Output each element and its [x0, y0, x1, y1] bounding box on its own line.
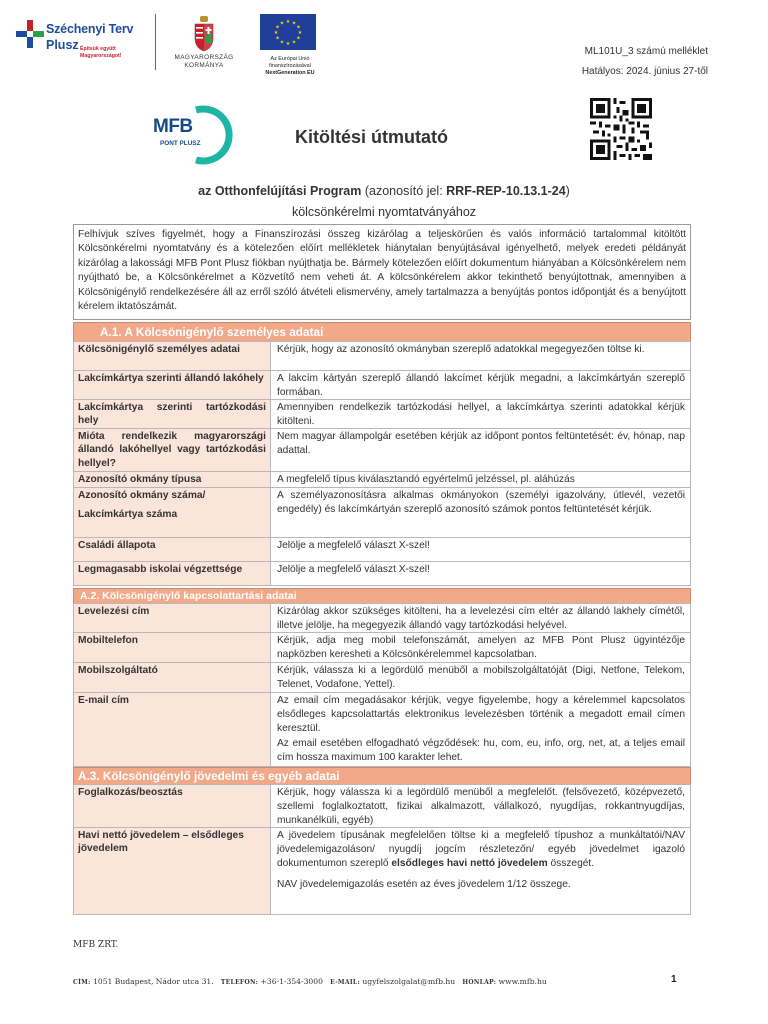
- table-row: [73, 633, 691, 663]
- eu-flag-icon: [260, 14, 316, 50]
- footer-email-link[interactable]: ugyfelszolgalat@mfb.hu: [362, 977, 456, 986]
- document-title: Kitöltési útmutató: [295, 127, 448, 147]
- eu-funding-logo: [258, 14, 320, 84]
- footer-label-email: E-MAIL:: [330, 979, 360, 986]
- gov-line2: KORMÁNYA: [184, 62, 224, 69]
- cross-logo-icon: [16, 20, 44, 48]
- row-label: Foglalkozás/beosztás: [74, 785, 271, 827]
- eu-line1: Az Európai Unió: [270, 56, 310, 62]
- row-text: Kérjük, hogy válassza ki a legördülő menüből a megfelelőt. (felsővezető, középvezető, szellemi foglalkoztatott, fizikai alkalmazott, vállalkozó, nyugdíjas, rokkantnyugdíjas, munkanélküli, egyéb): [277, 787, 685, 827]
- program-subtitle: kölcsönkérelmi nyomtatványához: [291, 205, 477, 219]
- qr-code-icon: [590, 98, 652, 160]
- gov-line1: MAGYARORSZÁG: [174, 54, 234, 61]
- mfb-arc-icon: [186, 104, 238, 166]
- row-text: A megfelelő típus kiválasztandó egyértelmű jelzéssel, pl. aláhúzás: [277, 474, 575, 485]
- svg-text:★: ★: [297, 30, 303, 36]
- annex-number: ML101U_3 számú melléklet: [584, 46, 708, 57]
- row-label: Mióta rendelkezik magyarországi állandó lakóhellyel vagy tartózkodási hellyel?: [74, 429, 271, 471]
- svg-text:★: ★: [273, 30, 279, 36]
- footer-phone: +36-1-354-3000: [260, 977, 323, 986]
- row-label-line1: Azonosító okmány száma/: [78, 490, 206, 501]
- svg-text:★: ★: [291, 20, 297, 27]
- eu-line3: NextGeneration EU: [265, 70, 315, 76]
- intro-notice: Felhívjuk szíves figyelmét, hogy a Finanszírozási összeg kizárólag a teljeskörűen és valós információ tartalommal kitöltött Kölcsönkérelmi nyomtatvány és a kötelezően előírt mellékletek hiánytalan benyújtásával igényelhető, melyek eredeti példányát kizárólag a lakossági MFB Pont Plusz fiókban nyújthatja be. Bármely kötelezően előírt dokumentum hiányában a Kölcsönkérelem nem nyújtható be, a Kölcsönkérelmet a Közvetítő nem veheti át. A kölcsönkérelem akkor tekinthető benyújtottnak, amennyiben a Kölcsönigénylő rendelkezésére áll az erről szóló átvételi elismervény, amely tartalmazza a benyújtás pontos időpontját és a benyújtott kérelem iktatószámát.: [73, 224, 691, 320]
- svg-text:★: ★: [291, 39, 297, 46]
- footer-address: 1051 Budapest, Nádor utca 31.: [93, 977, 214, 986]
- eu-line2: finanszírozásával: [269, 63, 311, 69]
- row-label: Lakcímkártya szerinti tartózkodási hely: [74, 400, 271, 428]
- row-label: Azonosító okmány típusa: [74, 472, 271, 487]
- row-text: Jelölje a megfelelő választ X-szel!: [277, 564, 430, 575]
- svg-text:★: ★: [285, 41, 291, 47]
- szt-tagline: Építsük együtt Magyarországot!: [80, 46, 122, 59]
- section-a1-header: A.1. A Kölcsönigénylő személyes adatai: [73, 322, 691, 341]
- row-text-p2: Az email esetében elfogadható végződések: hu, com, eu, info, org, net, at, a teljes email cím hossza maximum 100 karakter lehet.: [277, 737, 685, 763]
- program-id-suffix: ): [565, 184, 570, 198]
- hungarian-government-logo: [168, 14, 240, 84]
- table-row: [73, 341, 691, 371]
- row-text-p1: Az email cím megadásakor kérjük, vegye figyelembe, hogy a kérelemmel kapcsolatos elsődleges kapcsolattartás elektronikus levelezésben történik a megadott email címen keresztül.: [277, 695, 685, 735]
- footer-label-address: CÍM:: [73, 979, 91, 986]
- mfb-pont-plusz-logo: [150, 104, 238, 166]
- row-text: A személyazonosításra alkalmas okmányokon (személyi igazolvány, útlevél, vezetői engedély) és lakcímkártyán szereplő azonosító számok pontos feltüntetését kérjük.: [277, 490, 685, 516]
- program-line: [0, 184, 768, 198]
- svg-text:★: ★: [296, 24, 301, 31]
- table-row: [73, 603, 691, 633]
- row-label: [74, 488, 271, 537]
- szt-title: Széchenyi Terv: [46, 22, 134, 36]
- program-id-prefix: (azonosító jel:: [364, 184, 447, 198]
- page-number: 1: [671, 974, 677, 985]
- table-row: [73, 371, 691, 400]
- row-label: Családi állapota: [74, 538, 271, 561]
- table-row: [73, 400, 691, 429]
- mfb-brand-name: MFB: [153, 116, 193, 137]
- row-text-bold: elsődleges havi nettó jövedelem: [391, 858, 548, 870]
- footer-label-web: HONLAP:: [462, 979, 497, 986]
- szt-plusz: Plusz: [46, 38, 79, 52]
- table-row: [73, 784, 691, 828]
- table-row: [73, 828, 691, 915]
- table-row: [73, 693, 691, 767]
- szechenyi-terv-plusz-logo: [16, 18, 146, 66]
- row-label: E-mail cím: [74, 693, 271, 766]
- row-label: Havi nettó jövedelem – elsődleges jövedelem: [74, 828, 271, 914]
- svg-text:★: ★: [296, 35, 301, 42]
- row-label: Mobilszolgáltató: [74, 663, 271, 692]
- row-text: [271, 693, 690, 766]
- table-row: [73, 429, 691, 472]
- table-row: [73, 488, 691, 538]
- row-label: Lakcímkártya szerinti állandó lakóhely: [74, 371, 271, 399]
- row-text: Nem magyar állampolgár esetében kérjük az időpont pontos feltüntetését: év, hónap, nap adattal.: [277, 431, 685, 457]
- footer-company: MFB ZRT.: [73, 940, 119, 950]
- mfb-brand-sub: PONT PLUSZ: [160, 140, 201, 147]
- svg-text:★: ★: [275, 35, 280, 42]
- row-label: Legmagasabb iskolai végzettsége: [74, 562, 271, 585]
- guide-table: [73, 322, 691, 915]
- svg-text:★: ★: [275, 24, 280, 31]
- table-row: [73, 538, 691, 562]
- svg-text:★: ★: [279, 20, 285, 27]
- table-row: [73, 663, 691, 693]
- row-text: Amennyiben rendelkezik tartózkodási hellyel, a lakcímkártya szerinti adatokkal kérjük kitölteni.: [277, 402, 685, 428]
- section-a2-header: A.2. Kölcsönigénylő kapcsolattartási adatai: [73, 588, 691, 603]
- row-label-line2: Lakcímkártya száma: [78, 509, 178, 521]
- footer-label-phone: TELEFON:: [220, 979, 259, 986]
- effective-date: Hatályos: 2024. június 27-től: [581, 66, 708, 77]
- row-label: Kölcsönigénylő személyes adatai: [74, 342, 271, 370]
- row-label: Mobiltelefon: [74, 633, 271, 662]
- row-text: Kizárólag akkor szükséges kitölteni, ha a levelezési cím eltér az állandó lakhely címétől, illetve jelölje, ha megegyezik állandó vagy tartózkodási helyével.: [277, 606, 685, 632]
- row-label: Levelezési cím: [74, 604, 271, 632]
- header-divider: [155, 14, 156, 70]
- table-row: [73, 472, 691, 488]
- svg-text:★: ★: [285, 19, 291, 25]
- svg-text:★: ★: [279, 39, 285, 46]
- row-text: [271, 828, 690, 914]
- row-text: Kérjük, hogy az azonosító okmányban szereplő adatokkal megegyezően töltse ki.: [277, 344, 645, 355]
- coat-of-arms-icon: [192, 14, 216, 52]
- footer-website-link[interactable]: www.mfb.hu: [498, 977, 547, 986]
- row-text: Kérjük, adja meg mobil telefonszámát, amelyen az MFB Pont Plusz ügyintézője napközben keresheti a Kölcsönkérelemmel kapcsolatban.: [277, 635, 685, 661]
- section-a3-header: A.3. Kölcsönigénylő jövedelmi és egyéb adatai: [73, 767, 691, 784]
- row-text-p1: A jövedelem típusának megfelelően töltse ki a megfelelő típushoz a munkáltatói/NAV jövedelemigazoláson/ nyugdíj jogcím részletezőn/ egyéb jövedelmet igazoló dokumentumon szereplő elsődleges havi nettó jövedelem összegét.: [277, 830, 685, 870]
- footer-contact: [73, 977, 547, 986]
- program-id: RRF-REP-10.13.1-24: [446, 184, 566, 198]
- row-text: Jelölje a megfelelő választ X-szel!: [277, 540, 430, 551]
- row-text-p2: NAV jövedelemigazolás esetén az éves jövedelem 1/12 összege.: [277, 878, 571, 890]
- program-name: az Otthonfelújítási Program: [198, 184, 362, 198]
- row-text: A lakcím kártyán szereplő állandó lakcímet kérjük megadni, a lakcímkártyán szereplő formában.: [277, 373, 685, 399]
- row-text: Kérjük, válassza ki a legördülő menüből a mobilszolgáltatóját (Digi, Netfone, Telekom, Telenet, Vodafone, Yettel).: [277, 665, 685, 691]
- table-row: [73, 562, 691, 586]
